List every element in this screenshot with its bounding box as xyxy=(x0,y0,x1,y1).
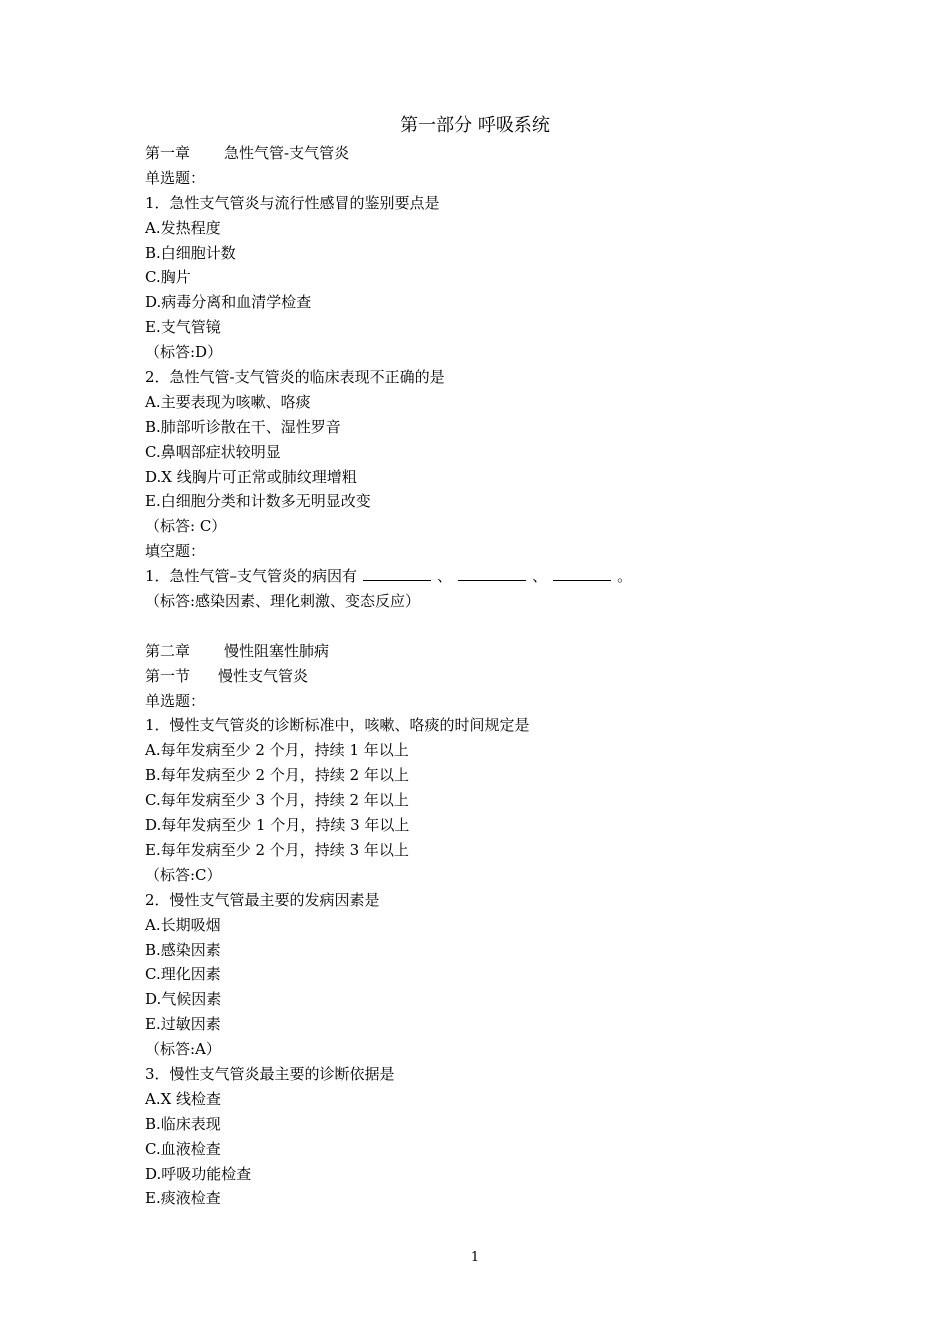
option: E.每年发病至少 2 个月，持续 3 年以上 xyxy=(145,840,409,859)
section-number: 第一节 xyxy=(145,666,191,685)
chapter-name: 急性气管-支气管炎 xyxy=(224,144,350,162)
option: B.肺部听诊散在干、湿性罗音 xyxy=(145,417,341,436)
section-label-single-choice: 单选题： xyxy=(145,691,206,710)
option: D.X 线胸片可正常或肺纹理增粗 xyxy=(145,467,357,486)
option: E.痰液检查 xyxy=(145,1189,221,1208)
option: C.血液检查 xyxy=(145,1139,221,1158)
option: E.白细胞分类和计数多无明显改变 xyxy=(145,492,371,511)
option: D.每年发病至少 1 个月，持续 3 年以上 xyxy=(145,816,410,835)
section-label-fill-blank: 填空题： xyxy=(145,542,206,561)
option: B.每年发病至少 2 个月，持续 2 年以上 xyxy=(145,766,409,785)
chapter-name: 慢性阻塞性肺病 xyxy=(224,641,330,660)
fill-blank-3 xyxy=(553,566,611,581)
option: B.感染因素 xyxy=(145,940,221,959)
option: A.长期吸烟 xyxy=(145,915,221,934)
option: C.每年发病至少 3 个月，持续 2 年以上 xyxy=(145,791,409,810)
spacer xyxy=(145,614,845,639)
fill-blank-1 xyxy=(363,566,431,581)
option: C.胸片 xyxy=(145,268,191,287)
question-stem: 3．慢性支气管炎最主要的诊断依据是 xyxy=(145,1064,395,1083)
question-stem: 2．慢性支气管最主要的发病因素是 xyxy=(145,890,380,909)
option: A.每年发病至少 2 个月，持续 1 年以上 xyxy=(145,741,409,760)
fill-blank-2 xyxy=(458,566,526,581)
answer: （标答:C） xyxy=(145,865,222,884)
period: 。 xyxy=(617,567,633,586)
section-heading xyxy=(145,664,845,689)
chapter-heading xyxy=(145,141,845,166)
chapter-number: 第二章 xyxy=(145,641,191,660)
answer: （标答: C） xyxy=(145,517,227,536)
option: A.发热程度 xyxy=(145,218,221,237)
chapter-heading xyxy=(145,639,845,664)
option: D.气候因素 xyxy=(145,990,222,1009)
option: B.白细胞计数 xyxy=(145,243,236,262)
option: B.临床表现 xyxy=(145,1114,221,1133)
question-stem: 2．急性气管-支气管炎的临床表现不正确的是 xyxy=(145,368,445,387)
question-stem: 1．慢性支气管炎的诊断标准中，咳嗽、咯痰的时间规定是 xyxy=(145,716,530,735)
option: E.支气管镜 xyxy=(145,318,221,337)
section-name: 慢性支气管炎 xyxy=(218,666,309,685)
separator: 、 xyxy=(437,567,453,586)
answer: （标答:D） xyxy=(145,343,223,362)
option: A.主要表现为咳嗽、咯痰 xyxy=(145,392,311,411)
option: E.过敏因素 xyxy=(145,1015,221,1034)
answer: （标答:A） xyxy=(145,1040,221,1059)
section-label-single-choice: 单选题： xyxy=(145,168,206,187)
answer: （标答:感染因素、理化刺激、变态反应） xyxy=(145,592,421,611)
document-body xyxy=(145,141,845,1211)
page-number: 1 xyxy=(470,1250,480,1265)
option: A.X 线检查 xyxy=(145,1089,222,1108)
option: C.鼻咽部症状较明显 xyxy=(145,442,281,461)
fill-question-stem: 1．急性气管–支气管炎的病因有 xyxy=(145,567,358,586)
page-title: 第一部分 呼吸系统 xyxy=(400,115,550,136)
separator: 、 xyxy=(532,567,548,586)
option: C.理化因素 xyxy=(145,965,221,984)
chapter-number: 第一章 xyxy=(145,144,191,162)
question-stem: 1．急性支气管炎与流行性感冒的鉴别要点是 xyxy=(145,193,440,212)
fill-question xyxy=(145,564,845,589)
option: D.病毒分离和血清学检查 xyxy=(145,293,312,312)
option: D.呼吸功能检查 xyxy=(145,1164,252,1183)
